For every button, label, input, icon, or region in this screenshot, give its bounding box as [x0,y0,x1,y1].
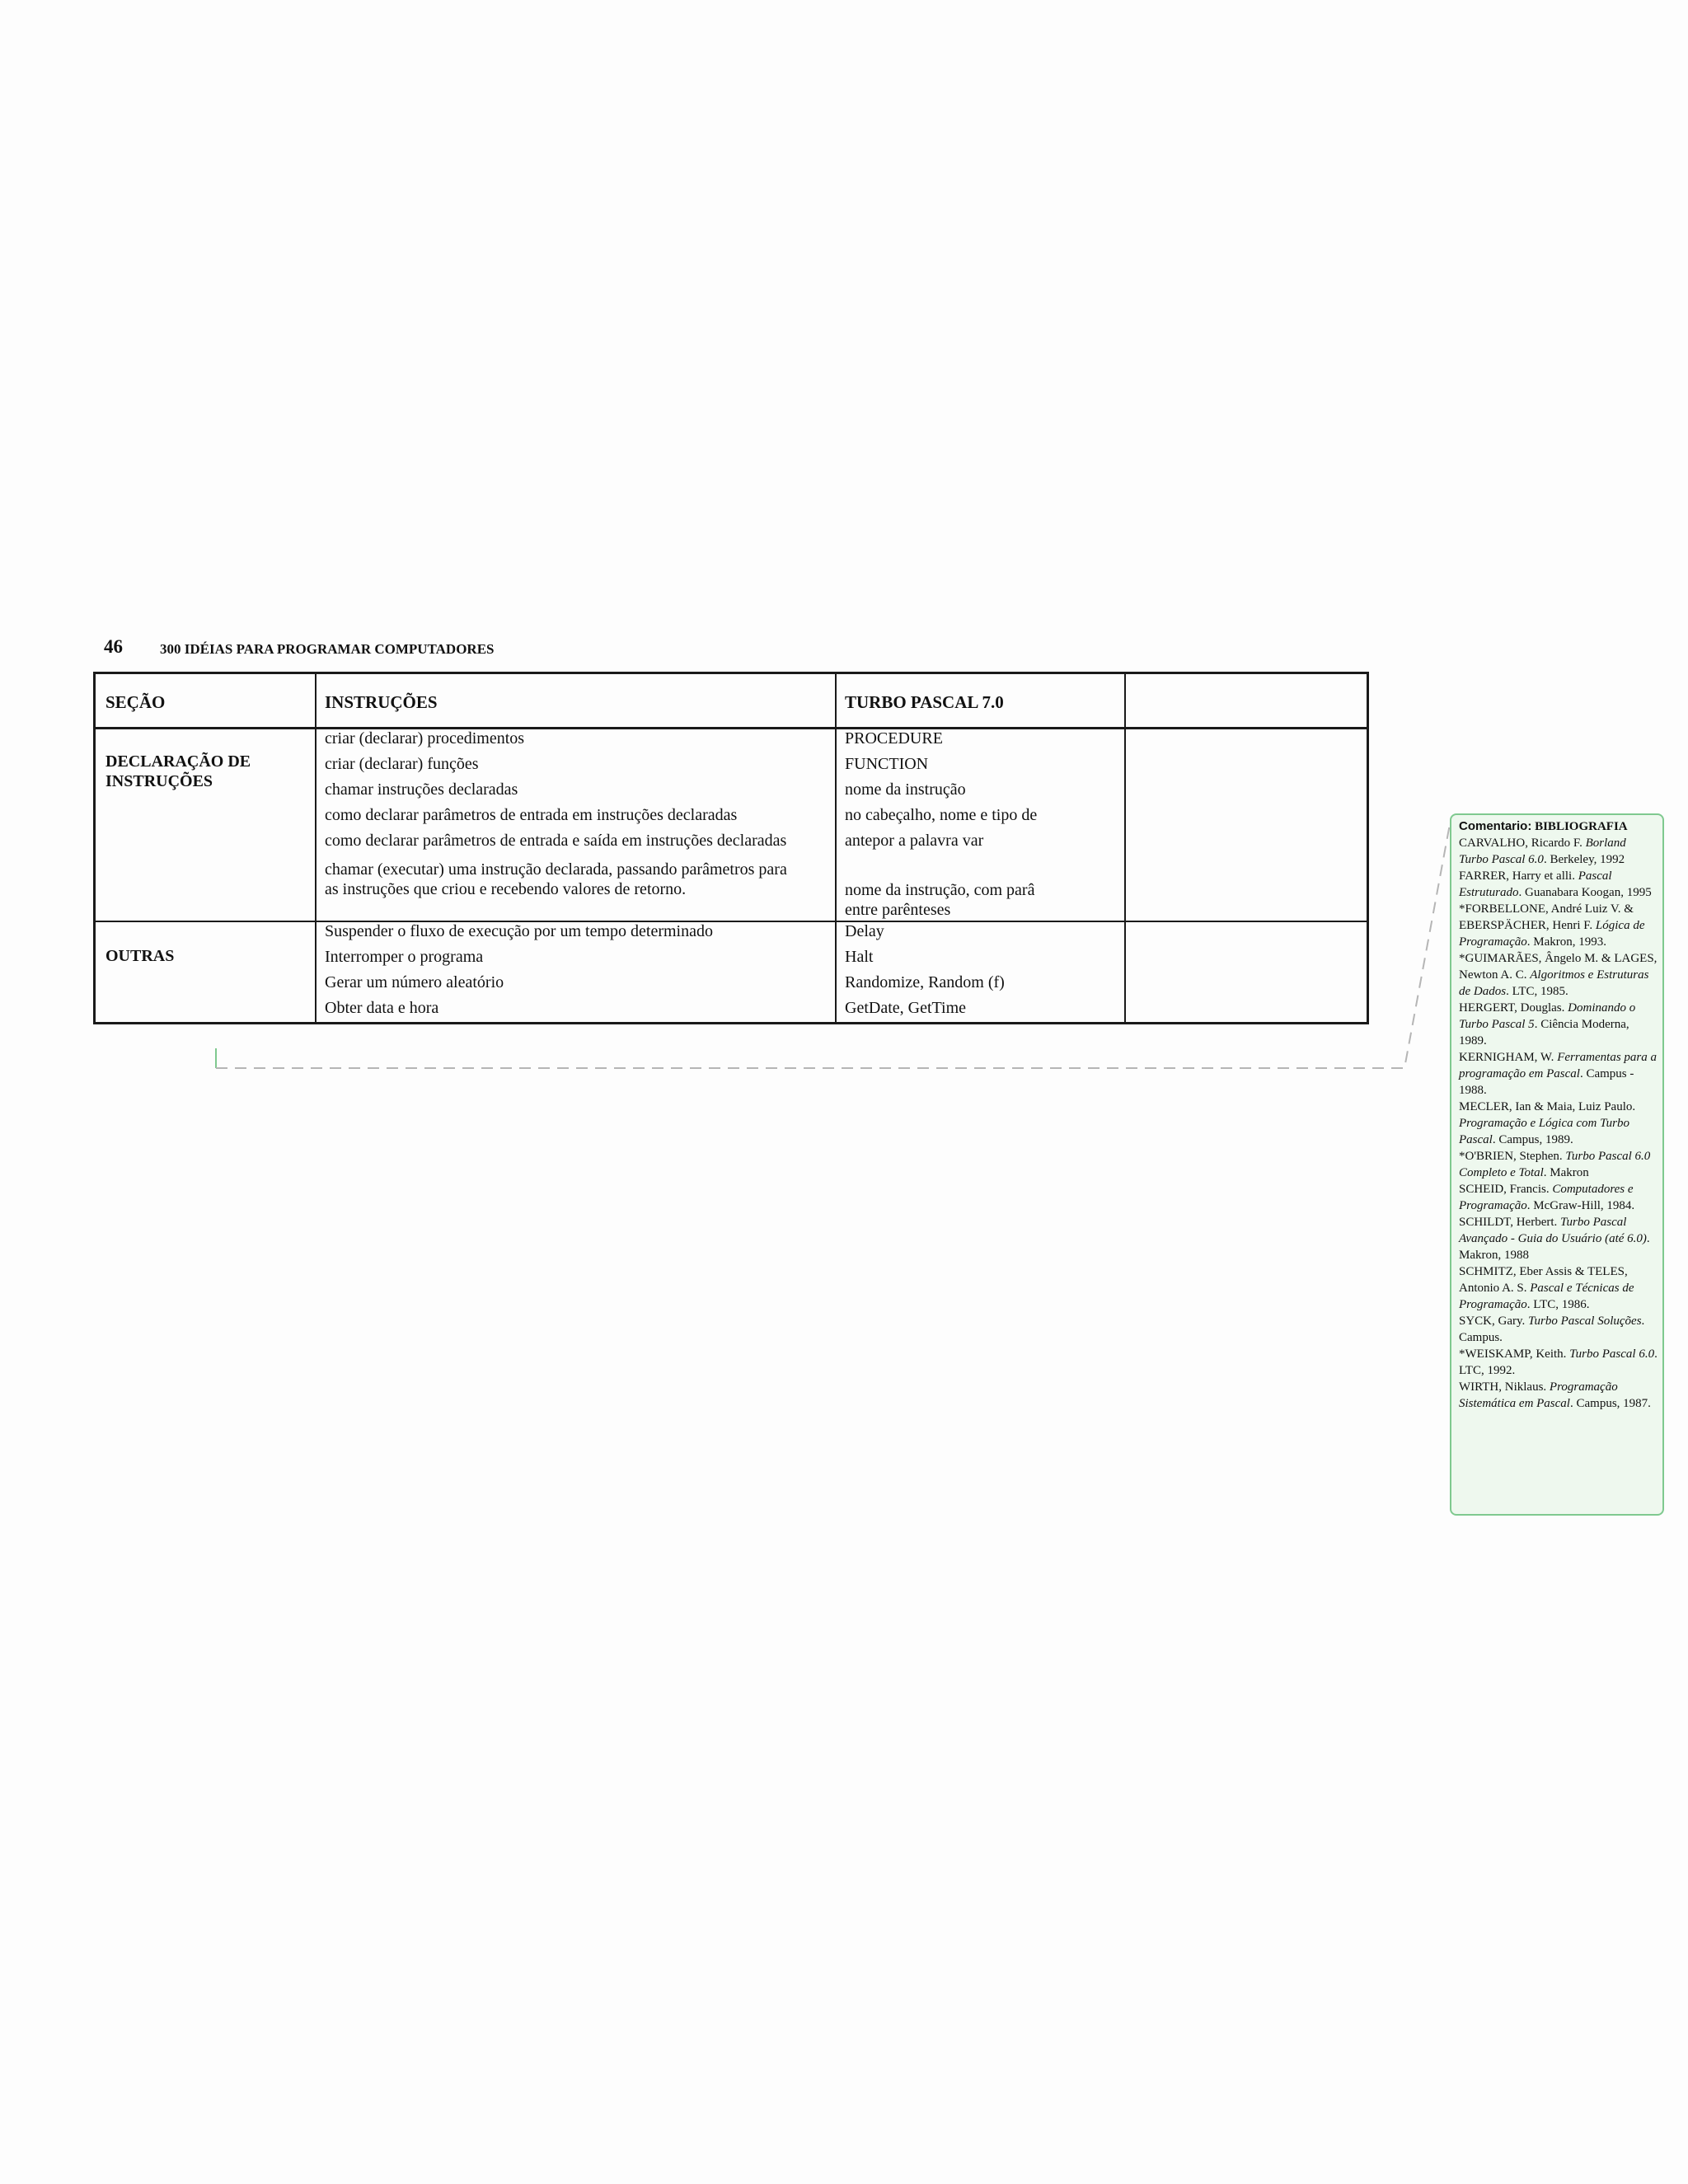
bibliography-entry [1459,835,1658,868]
entry-details: . Campus, 1989. [1492,1133,1573,1146]
entry-details: . Campus, 1987. [1569,1397,1651,1410]
instruction-text: criar (declarar) funções [325,755,479,773]
pascal-text: no cabeçalho, nome e tipo de [845,806,1038,824]
header-secao: SEÇÃO [106,692,166,712]
instruction-text: Interromper o programa [325,948,484,966]
entry-title: Dominando o Turbo Pascal 5 [1459,1001,1636,1031]
entry-title: Turbo Pascal Avançado - Guia do Usuário (até 6.0) [1459,1216,1647,1245]
entry-author: SCHMITZ, Eber Assis & TELES, Antonio A. S. [1459,1265,1628,1295]
instruction-text: como declarar parâmetros de entrada em instruções declaradas [325,806,738,824]
instruction-text: chamar instruções declaradas [325,780,518,799]
entry-author: SYCK, Gary. [1459,1315,1526,1328]
bibliography-entry [1459,1379,1658,1412]
bibliography-entry [1459,1049,1658,1099]
entry-title: Algoritmos e Estruturas de Dados [1459,968,1649,998]
entry-author: *WEISKAMP, Keith. [1459,1347,1567,1361]
pascal-text: Halt [845,948,874,966]
bibliography-entry [1459,868,1658,901]
instruction-text: Obter data e hora [325,999,439,1017]
entry-details: . Ciência Moderna, 1989. [1459,1018,1629,1047]
entry-author: MECLER, Ian & Maia, Luiz Paulo. [1459,1100,1636,1113]
entry-author: *O'BRIEN, Stephen. [1459,1150,1563,1163]
pascal-text: GetDate, GetTime [845,999,967,1017]
entry-author: SCHILDT, Herbert. [1459,1216,1558,1229]
bibliography-list [1459,835,1658,1412]
pascal-text: FUNCTION [845,755,929,773]
pascal-text: Randomize, Random (f) [845,973,1005,991]
entry-title: Lógica de Programação [1459,919,1645,949]
book-title: 300 IDÉIAS PARA PROGRAMAR COMPUTADORES [160,641,495,657]
instruction-text: Gerar um número aleatório [325,973,504,991]
comment-balloon[interactable] [1450,813,1664,1516]
entry-details: . Makron [1543,1166,1589,1179]
comment-title: BIBLIOGRAFIA [1535,820,1628,833]
entry-title: Turbo Pascal Soluções [1528,1315,1642,1328]
section-label: OUTRAS [106,947,175,965]
instruction-text: criar (declarar) procedimentos [325,729,525,748]
entry-details: . LTC, 1992. [1459,1347,1658,1377]
entry-title: Pascal e Técnicas de Programação [1459,1282,1634,1311]
entry-details: . McGraw-Hill, 1984. [1526,1199,1635,1212]
entry-author: WIRTH, Niklaus. [1459,1380,1547,1394]
entry-details: . LTC, 1985. [1506,985,1568,998]
bibliography-entry [1459,1181,1658,1214]
entry-author: SCHEID, Francis. [1459,1183,1550,1196]
entry-details: . Guanabara Koogan, 1995 [1518,886,1652,899]
entry-details: . Makron, 1993. [1526,935,1607,949]
pascal-text: PROCEDURE [845,729,943,748]
header-instrucoes: INSTRUÇÕES [325,692,438,712]
entry-title: Ferramentas para a programação em Pascal [1459,1051,1658,1080]
header-turbo-pascal: TURBO PASCAL 7.0 [845,692,1004,712]
bibliography-entry [1459,1099,1658,1148]
entry-author: FARRER, Harry et alli. [1459,869,1575,883]
entry-author: *FORBELLONE, André Luiz V. & EBERSPÄCHER, Henri F. [1459,902,1634,932]
pascal-text: nome da instrução, com parâ [845,881,1035,899]
pascal-text: antepor a palavra var [845,832,984,850]
pascal-text: nome da instrução [845,780,966,799]
entry-author: *GUIMARÃES, Ângelo M. & LAGES, Newton A. C. [1459,952,1658,982]
pascal-text: Delay [845,922,884,940]
entry-title: Borland Turbo Pascal 6.0 [1459,837,1626,866]
entry-author: CARVALHO, Ricardo F. [1459,837,1582,850]
instruction-text: as instruções que criou e recebendo valores de retorno. [325,880,687,898]
entry-title: Computadores e Programação [1459,1183,1634,1212]
bibliography-entry [1459,1148,1658,1181]
instruction-text: Suspender o fluxo de execução por um tempo determinado [325,922,713,940]
entry-details: . LTC, 1986. [1526,1298,1590,1311]
bibliography-entry [1459,1000,1658,1049]
bibliography-entry [1459,901,1658,950]
instruction-text: chamar (executar) uma instrução declarada, passando parâmetros para [325,860,787,879]
entry-title: Pascal Estruturado [1459,869,1612,899]
entry-author: HERGERT, Douglas. [1459,1001,1565,1015]
comment-label: Comentario: [1459,819,1532,833]
entry-title: Turbo Pascal 6.0 [1569,1347,1655,1361]
bibliography-entry [1459,1263,1658,1313]
entry-details: . Campus. [1459,1315,1645,1344]
bibliography-entry [1459,1346,1658,1379]
bibliography-entry [1459,1313,1658,1346]
entry-title: Programação e Lógica com Turbo Pascal [1459,1117,1629,1146]
page-number: 46 [104,636,123,657]
entry-title: Programação Sistemática em Pascal [1459,1380,1618,1410]
entry-details: . Makron, 1988 [1459,1232,1650,1262]
bibliography-entry [1459,1214,1658,1263]
entry-title: Turbo Pascal 6.0 Completo e Total [1459,1150,1651,1179]
bibliography-entry [1459,950,1658,1000]
section-label: DECLARAÇÃO DE [106,752,251,771]
instruction-text: como declarar parâmetros de entrada e saída em instruções declaradas [325,832,787,850]
entry-author: KERNIGHAM, W. [1459,1051,1554,1064]
entry-details: . Campus - 1988. [1459,1067,1634,1097]
entry-details: . Berkeley, 1992 [1543,853,1625,866]
pascal-text: entre parênteses [845,901,951,919]
section-label: INSTRUÇÕES [106,772,213,790]
